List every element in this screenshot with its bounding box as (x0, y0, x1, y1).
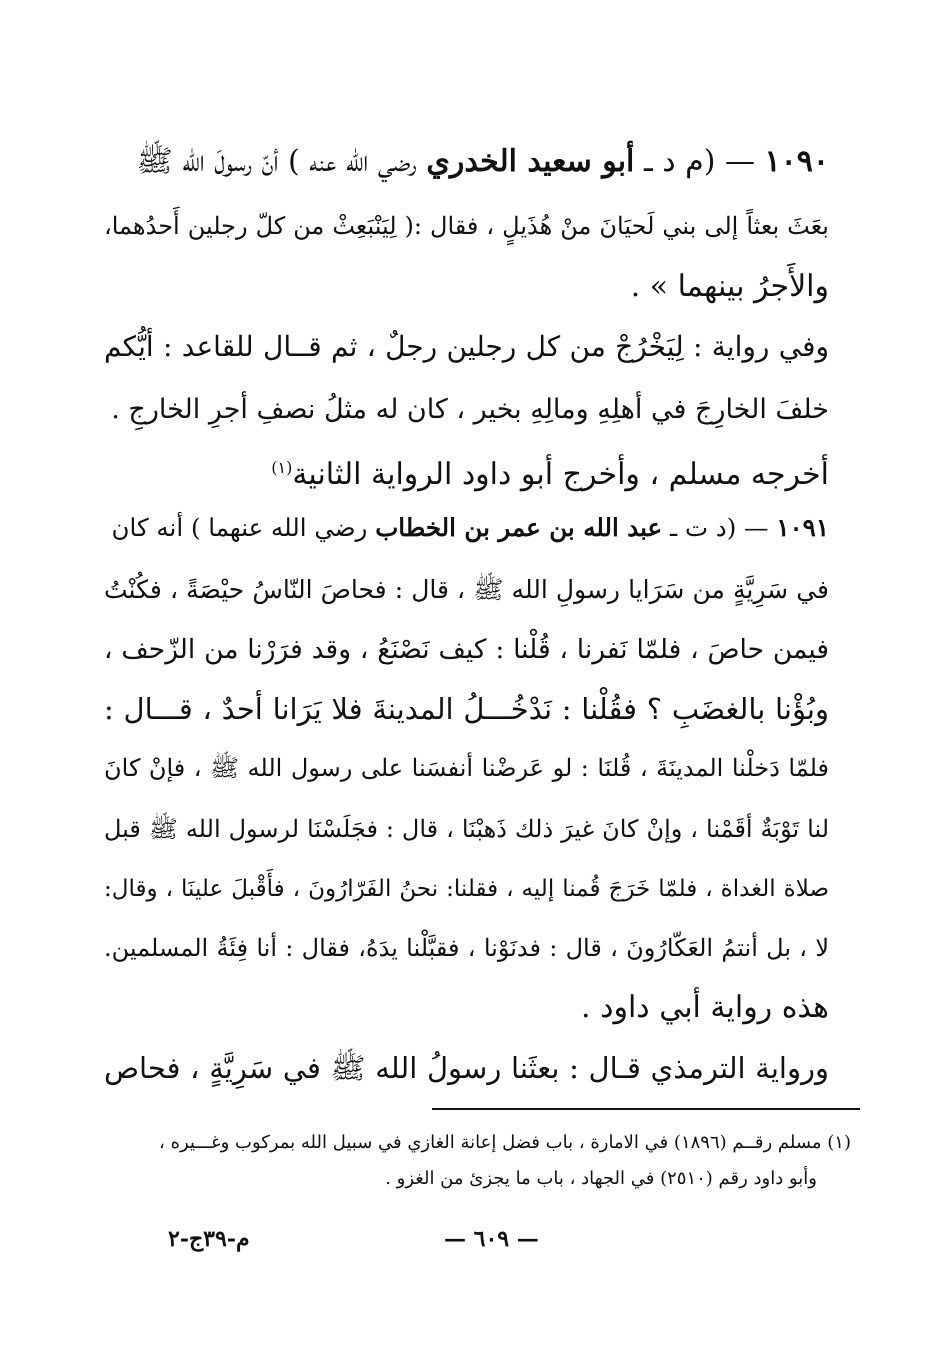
page-number: — ٦٠٩ — (444, 1226, 539, 1252)
hadith-number: ١٠٩٠ (764, 144, 829, 179)
hadith-number: ١٠٩١ (776, 513, 829, 542)
source-close: رضي الله عنهما ) أنه كان (111, 513, 368, 542)
source-open: — (د ت ـ (669, 513, 769, 542)
narrator-name: عبد الله بن عمر بن الخطاب (375, 513, 663, 542)
hadith-1091-line: فيمن حاصَ ، فلمّا نَفرنا ، قُلْنا : كيف نَصْنَعُ ، وقد فرَرْنا من الزّحف ، (104, 634, 829, 665)
hadith-1090-line-3: والأَجرُ بينهما » . (630, 269, 829, 304)
hadith-1091-line: فلمّا دَخلْنا المدينَةَ ، قُلنَا : لو عَرضْنا أنفسَنا على رسول الله ﷺ ، فإنْ كانَ (104, 754, 829, 782)
hadith-1091-heading (104, 508, 829, 548)
footnote-line: وأبو داود رقم (٢٥١٠) في الجهاد ، باب ما يجزئ من الغزو . (385, 1168, 817, 1189)
hadith-1090-heading (104, 142, 829, 182)
variant-line-1: وفي رواية : لِيَخْرُجْ من كل رجلين رجلٌ ، ثم قــال للقاعد : أيُّكم (104, 330, 829, 363)
hadith-1091-line: وبُؤْنا بالغضَبِ ؟ فقُلْنا : نَدْخُـــلُ المدينةَ فلا يَرَانا أحدٌ ، قـــال : (104, 692, 829, 726)
footnote-line: (١) مسلم رقــم (١٨٩٦) في الامارة ، باب فضل إعانة الغازي في سبيل الله بمركوب وغـــيره ، (159, 1132, 851, 1153)
takhrij-text: أخرجه مسلم ، وأخرج أبو داود الرواية الثانية (292, 457, 829, 492)
hadith-1091-line: في سَرِيَّةٍ من سَرَايا رسولِ الله ﷺ ، قال : فحاصَ النّاسُ حيْصَةً ، فكُنْتُ (104, 575, 829, 604)
footnote-separator (432, 1108, 860, 1110)
variant-line-2: خلفَ الخارِجَ في أهلِهِ ومالِهِ بخير ، كان له مثلُ نصفِ أجرِ الخارجِ . (111, 394, 829, 425)
hadith-1091-line: لا ، بل أنتمُ العَكّارُونَ ، قال : فدنَوْنا ، فقبَّلْنا يدَهُ، فقال : أنا فِئَةُ المسلمين. (104, 934, 829, 962)
narrator-name: أبو سعيد الخدري (426, 144, 635, 179)
hadith-1090-line-2: بعَثَ بعثاً إلى بني لَحيَانَ منْ هُذَيلٍ ، فقال :( لِيَنْبَعِثْ من كلّ رجلين أَحدُهما، (104, 212, 829, 240)
hadith-1091-line: هذه رواية أبي داود . (581, 990, 829, 1025)
hadith-1091-line: صلاة الغداة ، فلمّا خَرَجَ قُمنا إليه ، فقلنا: نحنُ الفَرّارُونَ ، فأَقْبلَ علينَا ، وقال: (104, 876, 829, 902)
source-close: رضي الله عنه ) أنّ رسولَ الله ﷺ (136, 144, 417, 179)
hadith-1091-line: لنا تَوْبَةٌ أقَمْنا ، وإنْ كانَ غيرَ ذلك ذَهبْنَا ، قال : فجَلَسْنَا لرسول الله ﷺ قبل (104, 815, 829, 843)
hadith-1091-line: ورواية الترمذي قـال : بعثَنا رسولُ الله ﷺ في سَرِيَّةٍ ، فحاص (104, 1051, 829, 1085)
printer-signature: م-٣٩ج-٢ (168, 1226, 250, 1252)
takhrij-line (104, 448, 829, 495)
footnote-ref: (١) (271, 458, 293, 477)
source-open: — (م د ـ (643, 144, 755, 179)
